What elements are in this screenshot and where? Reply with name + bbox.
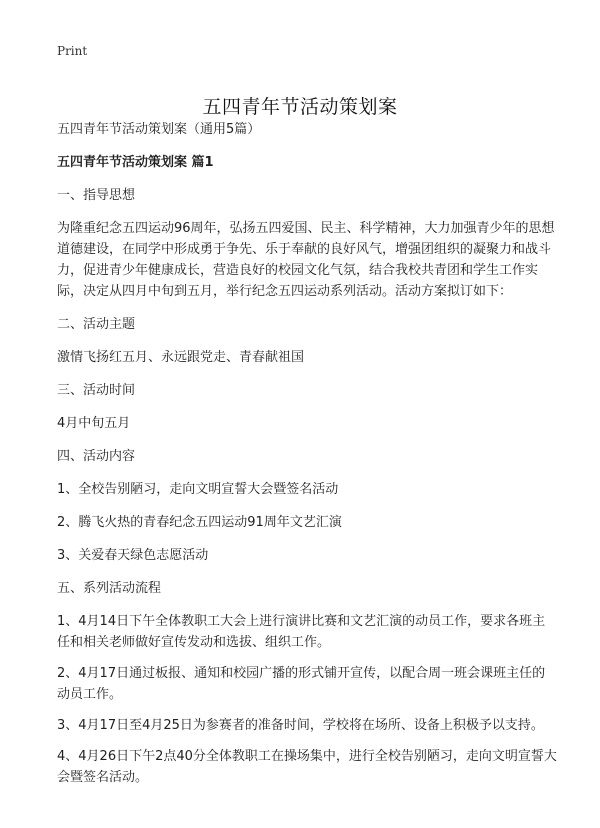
heading-activity-flow: 五、系列活动流程: [57, 581, 162, 596]
list-item-flow-1: 1、4月14日下午全体教职工大会上进行演讲比赛和文艺汇演的动员工作，要求各班主任和相关老师做好宣传发动和选拔、组织工作。: [57, 614, 546, 650]
paragraph-activity-theme: 激情飞扬红五月、永远跟党走、青春献祖国: [57, 350, 305, 365]
heading-guiding-ideology: 一、指导思想: [57, 188, 136, 203]
document-subtitle: 五四青年节活动策划案（通用5篇）: [57, 122, 261, 137]
heading-activity-content: 四、活动内容: [57, 449, 136, 464]
paragraph-activity-time: 4月中旬五月: [57, 416, 131, 431]
list-item-content-3: 3、关爱春天绿色志愿活动: [57, 548, 209, 563]
paragraph-guiding-ideology: 为隆重纪念五四运动96周年，弘扬五四爱国、民主、科学精神，大力加强青少年的思想道德建设，在同学中形成勇于争先、乐于奉献的良好风气，增强团组织的凝聚力和战斗力，促进青少年健康成长，营造良好的校园文化气氛，结合我校共青团和学生工作实际，决定从四月中旬到五月，举行纪念五四运动系列活动。活动方案拟订如下：: [57, 221, 555, 299]
list-item-content-1: 1、全校告别陋习，走向文明宣誓大会暨签名活动: [57, 482, 339, 497]
print-label: Print: [57, 44, 88, 58]
section-title: 五四青年节活动策划案 篇1: [57, 155, 214, 170]
heading-activity-theme: 二、活动主题: [57, 317, 136, 332]
document-body: [57, 119, 557, 798]
document-title: 五四青年节活动策划案: [202, 95, 398, 118]
list-item-flow-4: 4、4月26日下午2点40分全体教职工在操场集中，进行全校告别陋习，走向文明宣誓大会暨签名活动。: [57, 749, 557, 785]
list-item-flow-2: 2、4月17日通过板报、通知和校园广播的形式铺开宣传，以配合周一班会课班主任的动员工作。: [57, 666, 546, 702]
list-item-content-2: 2、腾飞火热的青春纪念五四运动91周年文艺汇演: [57, 515, 342, 530]
list-item-flow-3: 3、4月17日至4月25日为参赛者的准备时间，学校将在场所、设备上积极予以支持。: [57, 718, 544, 733]
heading-activity-time: 三、活动时间: [57, 383, 136, 398]
